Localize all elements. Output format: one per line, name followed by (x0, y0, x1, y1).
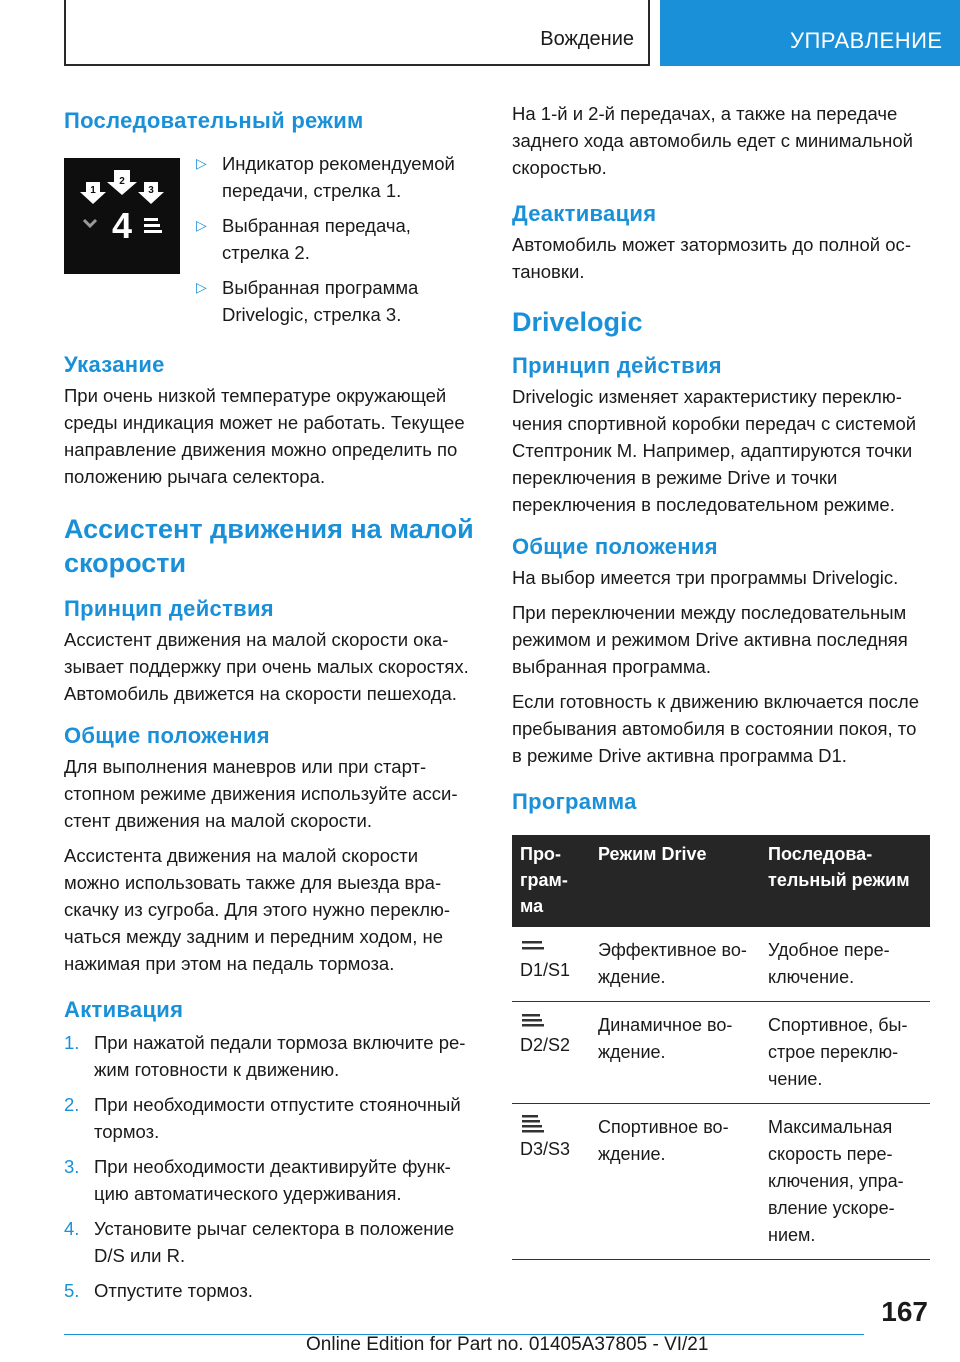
table-cell-drive: Эффективное вождение. (590, 927, 760, 1002)
assist-general-text-2: Ассистента движения на малой скорости можно использовать также для выезда враскачку из сугроба. Для этого нужно переключаться между задним и передним ходом, не нажимая при этом на педаль тормоза. (64, 845, 451, 974)
assist-principle-text: Ассистент движения на малой скорости оказывает поддержку при очень малых скоростях. Автомобиль движется на скорости пешехода. (64, 629, 469, 704)
drivelogic-2-icon (520, 1012, 546, 1030)
activation-step: 5. Отпустите тормоз. (64, 1280, 253, 1301)
gears-text: На 1-й и 2-й передачах, а также на передаче заднего хода автомобиль едет с минимальной скоростью. (512, 103, 914, 178)
assist-general-title: Общие положения (64, 723, 270, 748)
left-column (64, 96, 478, 1312)
bullet-item: ▷ Индикатор рекомендуемой передачи, стрелка 1. (192, 150, 482, 204)
footer-edition: Online Edition for Part no. 01405A37805 - VI/21 (306, 1334, 709, 1355)
page-number: 167 (881, 1296, 928, 1327)
gear-display-icon (64, 158, 180, 274)
sequential-mode-title: Последовательный режим (64, 108, 364, 133)
drivelogic-3-icon (520, 1114, 546, 1134)
header-chapter-box (660, 0, 960, 66)
svg-text:1: 1 (90, 185, 96, 196)
bullet-triangle-icon: ▷ (196, 279, 207, 295)
table-header-cell: Последовательный режим (760, 835, 930, 927)
assist-title: Ассистент движения на малой скорости (64, 514, 474, 578)
drivelogic-general-title: Общие положения (512, 534, 718, 559)
table-row (512, 927, 930, 1002)
table-cell-program: D1/S1 (512, 927, 590, 1002)
program-table (512, 835, 930, 1260)
drivelogic-general-text-1: На выбор имеется три программы Drivelogic. (512, 567, 899, 588)
deactivation-text: Автомобиль может затормозить до полной остановки. (512, 234, 911, 282)
note-title: Указание (64, 352, 165, 377)
table-cell-drive: Динамичное вождение. (590, 1002, 760, 1104)
drivelogic-title: Drivelogic (512, 307, 643, 337)
table-cell-drive: Спортивное вождение. (590, 1104, 760, 1260)
table-header-row (512, 835, 930, 927)
svg-text:3: 3 (148, 185, 154, 196)
activation-step: 3. При необходимости деактивируйте функцию автоматического удерживания. (64, 1156, 451, 1204)
table-row (512, 1104, 930, 1260)
svg-text:2: 2 (119, 176, 125, 187)
deactivation-title: Деактивация (512, 201, 657, 226)
drivelogic-general-text-2: При переключении между последовательным режимом и режимом Drive активна последняя выбранная программа. (512, 602, 908, 677)
bullet-item: ▷ Выбранная программа Drivelogic, стрелка 3. (192, 274, 482, 328)
table-row (512, 1002, 930, 1104)
drivelogic-1-icon (520, 937, 546, 955)
note-text: При очень низкой температуре окружающей среды индикация может не работать. Текущее направление движения можно определить по положению рычага селектора. (64, 385, 465, 487)
assist-general-text-1: Для выполнения маневров или при стартстопном режиме движения используйте ассистент движения на малой скорости. (64, 756, 458, 831)
header-chapter-label: УПРАВЛЕНИЕ (790, 28, 943, 53)
sequential-mode-bullets (192, 150, 482, 336)
program-title: Программа (512, 789, 637, 814)
drivelogic-general-text-3: Если готовность к движению включается после пребывания автомобиля в состоянии покоя, то в режиме Drive активна программа D1. (512, 691, 919, 766)
activation-step: 4. Установите рычаг селектора в положение D/S или R. (64, 1218, 455, 1266)
svg-text:4: 4 (111, 205, 133, 246)
bullet-item: ▷ Выбранная передача, стрелка 2. (192, 212, 482, 266)
header-section-label: Вождение (540, 28, 634, 50)
activation-steps (64, 1029, 478, 1304)
bullet-triangle-icon: ▷ (196, 155, 207, 171)
table-cell-seq: Максимальная скорость переключения, управление ускорением. (760, 1104, 930, 1260)
gear-display-image (64, 158, 180, 274)
right-column (512, 100, 930, 1260)
assist-principle-title: Принцип действия (64, 596, 274, 621)
sequential-mode-block (64, 106, 478, 336)
table-header-cell: Режим Drive (590, 835, 760, 927)
bullet-triangle-icon: ▷ (196, 217, 207, 233)
table-cell-program: D3/S3 (512, 1104, 590, 1260)
activation-title: Активация (64, 997, 184, 1022)
table-cell-program: D2/S2 (512, 1002, 590, 1104)
table-cell-seq: Спортивное, быстрое переключение. (760, 1002, 930, 1104)
drivelogic-principle-title: Принцип действия (512, 353, 722, 378)
header-section-box (64, 0, 650, 66)
activation-step: 1. При нажатой педали тормоза включите режим готовности к движению. (64, 1032, 466, 1080)
activation-step: 2. При необходимости отпустите стояночный тормоз. (64, 1094, 461, 1142)
drivelogic-principle-text: Drivelogic изменяет характеристику переключения спортивной коробки передач с системой Стептроник M. Например, адаптируются точки переключения в режиме Drive и точки переключения в последовательном режиме. (512, 386, 917, 515)
page-header (0, 0, 960, 66)
table-header-cell: Программа (512, 835, 590, 927)
table-cell-seq: Удобное переключение. (760, 927, 930, 1002)
